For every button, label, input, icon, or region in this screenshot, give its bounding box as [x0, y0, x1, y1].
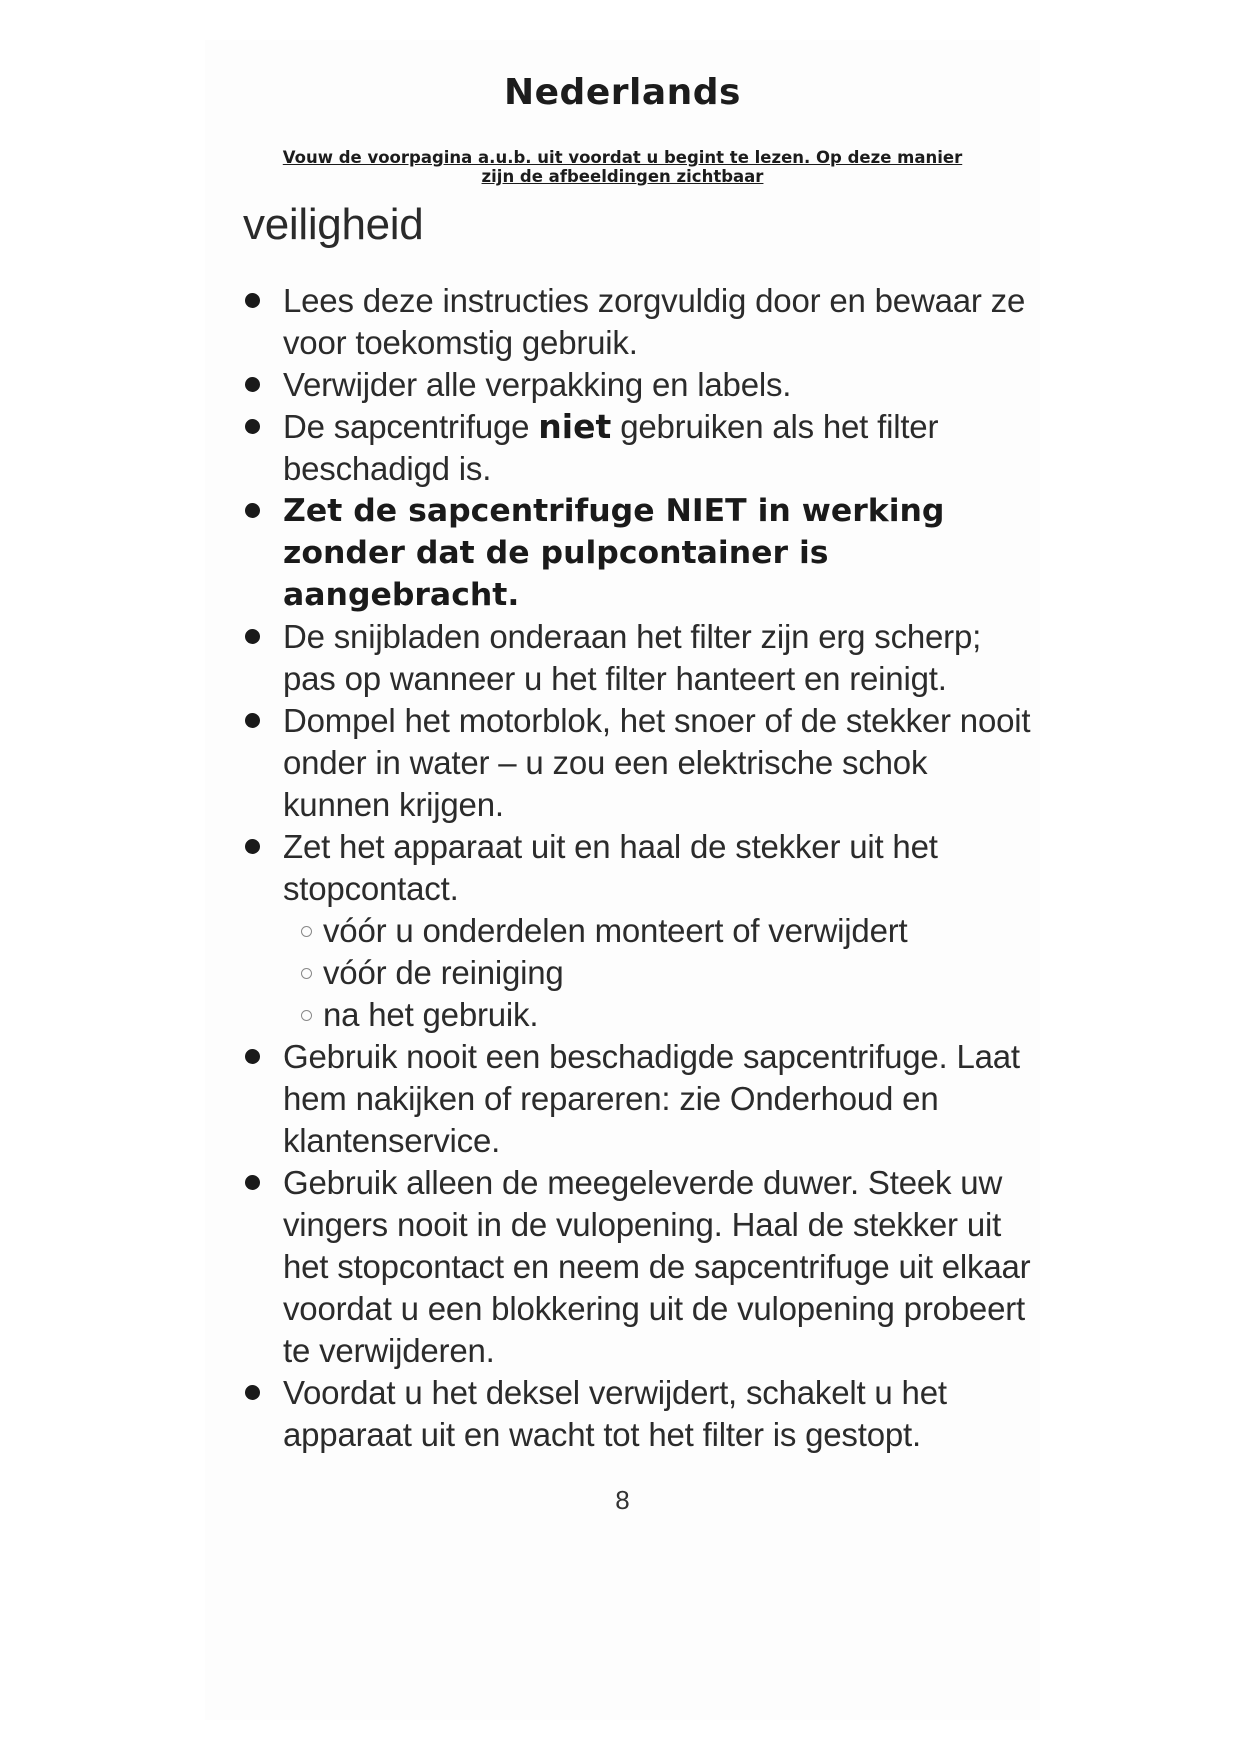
safety-bullet-list — [243, 280, 1033, 1456]
bullet-dot-icon — [245, 1175, 260, 1190]
bullet-item-1 — [243, 280, 1033, 364]
sub-bullet-text: vóór de reiniging — [323, 954, 564, 991]
fold-note-line-1: Vouw de voorpagina a.u.b. uit voordat u begint te lezen. Op deze manier — [282, 148, 963, 167]
bullet-text-post: gebruiken als het filter beschadigd is. — [283, 408, 939, 487]
bullet-dot-icon — [245, 419, 260, 434]
bullet-item-7 — [243, 826, 1033, 1036]
bullet-dot-icon — [245, 377, 260, 392]
bullet-dot-icon — [245, 1385, 260, 1400]
bullet-dot-icon — [245, 503, 260, 518]
section-title: veiligheid — [243, 200, 424, 249]
sub-bullet-list — [283, 910, 1033, 1036]
sub-bullet-item — [283, 994, 1033, 1036]
bullet-text: Gebruik alleen de meegeleverde duwer. Steek uw vingers nooit in de vulopening. Haal de stekker uit het stopcontact en neem de sapcentrifuge uit elkaar voordat u een blokkering uit de vulopening probeert te verwijderen. — [283, 1164, 1031, 1369]
bullet-text: Dompel het motorblok, het snoer of de stekker nooit onder in water – u zou een elektrische schok kunnen krijgen. — [283, 702, 1031, 823]
bullet-dot-icon — [245, 713, 260, 728]
bullet-text: Zet het apparaat uit en haal de stekker uit het stopcontact. — [283, 828, 938, 907]
open-circle-icon — [301, 968, 312, 979]
sub-bullet-item — [283, 952, 1033, 994]
bullet-emphasis: niet — [538, 407, 612, 446]
bullet-text: Lees deze instructies zorgvuldig door en bewaar ze voor toekomstig gebruik. — [283, 282, 1026, 361]
bullet-text: Zet de sapcentrifuge NIET in werking zonder dat de pulpcontainer is aangebracht. — [283, 493, 945, 613]
bullet-text: Voordat u het deksel verwijdert, schakelt u het apparaat uit en wacht tot het filter is gestopt. — [283, 1374, 947, 1453]
sub-bullet-text: vóór u onderdelen monteert of verwijdert — [323, 912, 908, 949]
open-circle-icon — [301, 1010, 312, 1021]
page-number: 8 — [615, 1485, 630, 1515]
bullet-dot-icon — [245, 629, 260, 644]
bullet-text-pre: De sapcentrifuge — [283, 408, 539, 445]
language-heading: Nederlands — [504, 72, 741, 113]
sub-bullet-text: na het gebruik. — [323, 996, 539, 1033]
bullet-item-8 — [243, 1036, 1033, 1162]
fold-out-instruction — [245, 148, 1000, 186]
bullet-dot-icon — [245, 293, 260, 308]
bullet-text: Verwijder alle verpakking en labels. — [283, 366, 792, 403]
bullet-item-3 — [243, 406, 1033, 490]
bullet-item-6 — [243, 700, 1033, 826]
bullet-item-9 — [243, 1162, 1033, 1372]
open-circle-icon — [301, 926, 312, 937]
bullet-item-5 — [243, 616, 1033, 700]
bullet-item-2 — [243, 364, 1033, 406]
sub-bullet-item — [283, 910, 1033, 952]
fold-note-line-2: zijn de afbeeldingen zichtbaar — [481, 167, 764, 186]
bullet-item-10 — [243, 1372, 1033, 1456]
document-page — [205, 40, 1040, 1720]
bullet-text: Gebruik nooit een beschadigde sapcentrifuge. Laat hem nakijken of repareren: zie Onderhoud en klantenservice. — [283, 1038, 1020, 1159]
bullet-dot-icon — [245, 839, 260, 854]
bullet-dot-icon — [245, 1049, 260, 1064]
bullet-item-4-warning — [243, 490, 1033, 616]
bullet-text: De snijbladen onderaan het filter zijn erg scherp; pas op wanneer u het filter hanteert en reinigt. — [283, 618, 982, 697]
